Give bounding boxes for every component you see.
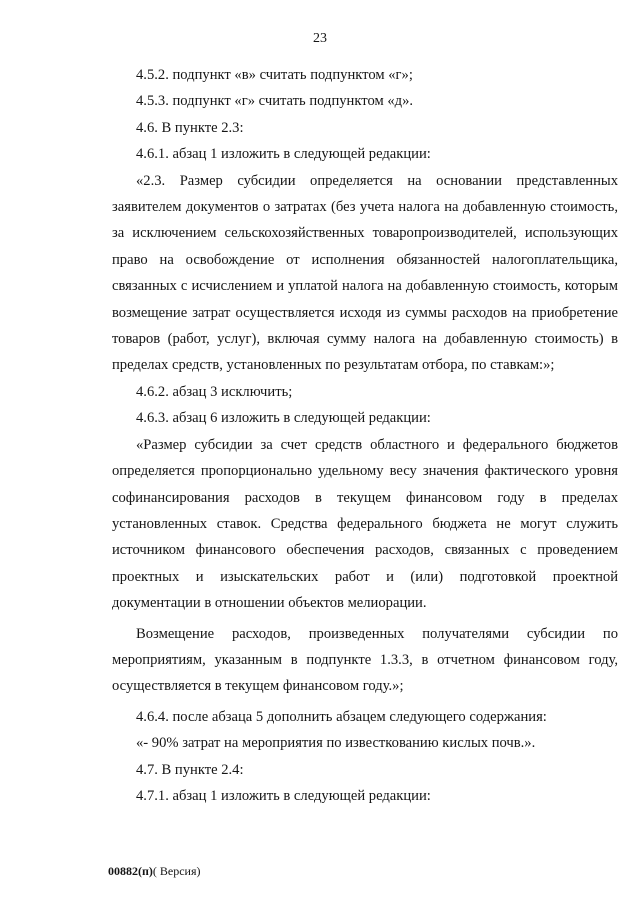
paragraph-4-6-1: 4.6.1. абзац 1 изложить в следующей редакции: (136, 146, 431, 163)
quoted-paragraph-liming: «- 90% затрат на мероприятия по известкованию кислых почв.». (136, 735, 536, 752)
paragraph-4-6-2: 4.6.2. абзац 3 исключить; (136, 383, 293, 400)
paragraph-4-7: 4.7. В пункте 2.4: (136, 761, 244, 778)
paragraph-4-6: 4.6. В пункте 2.3: (136, 119, 244, 136)
paragraph-4-6-4: 4.6.4. после абзаца 5 дополнить абзацем следующего содержания: (136, 708, 547, 725)
paragraph-4-6-3: 4.6.3. абзац 6 изложить в следующей редакции: (136, 410, 431, 427)
quoted-paragraph-reimbursement: Возмещение расходов, произведенных получателями субсидии по мероприятиям, указанным в подпункте 1.3.3, в отчетном финансовом году, осуществляется в текущем финансовом году.»; (112, 625, 618, 695)
document-code: 00882(п) (108, 864, 153, 878)
quoted-paragraph-subsidy-size: «Размер субсидии за счет средств областного и федерального бюджетов определяется пропорционально удельному весу значения фактического уровня софинансирования расходов в текущем финансовом году в пределах установленных ставок. Средства федерального бюджета не могут служить источником финансового обеспечения расходов, связанных с проведением проектных и изыскательских работ и (или) подготовкой проектной документации в отношении объектов мелиорации. (112, 436, 618, 612)
page-number: 23 (313, 31, 327, 46)
paragraph-4-5-2: 4.5.2. подпункт «в» считать подпунктом «г»; (136, 67, 413, 83)
document-version: ( Версия) (152, 864, 201, 878)
quoted-paragraph-2-3: «2.3. Размер субсидии определяется на основании представленных заявителем документов о затратах (без учета налога на добавленную стоимость, за исключением сельскохозяйственных товаропроизводителей, использующих право на освобождение от исполнения обязанностей налогоплательщика, связанных с исчислением и уплатой налога на добавленную стоимость, которым возмещение затрат осуществляется исходя из суммы расходов на приобретение товаров (работ, услуг), включая сумму налога на добавленную стоимость) в пределах средств, установленных по результатам отбора, по ставкам:»; (112, 172, 618, 374)
footer (108, 864, 201, 879)
paragraph-4-7-1: 4.7.1. абзац 1 изложить в следующей редакции: (136, 787, 431, 804)
document-body (112, 62, 618, 809)
paragraph-4-5-3: 4.5.3. подпункт «г» считать подпунктом «д». (136, 93, 414, 110)
